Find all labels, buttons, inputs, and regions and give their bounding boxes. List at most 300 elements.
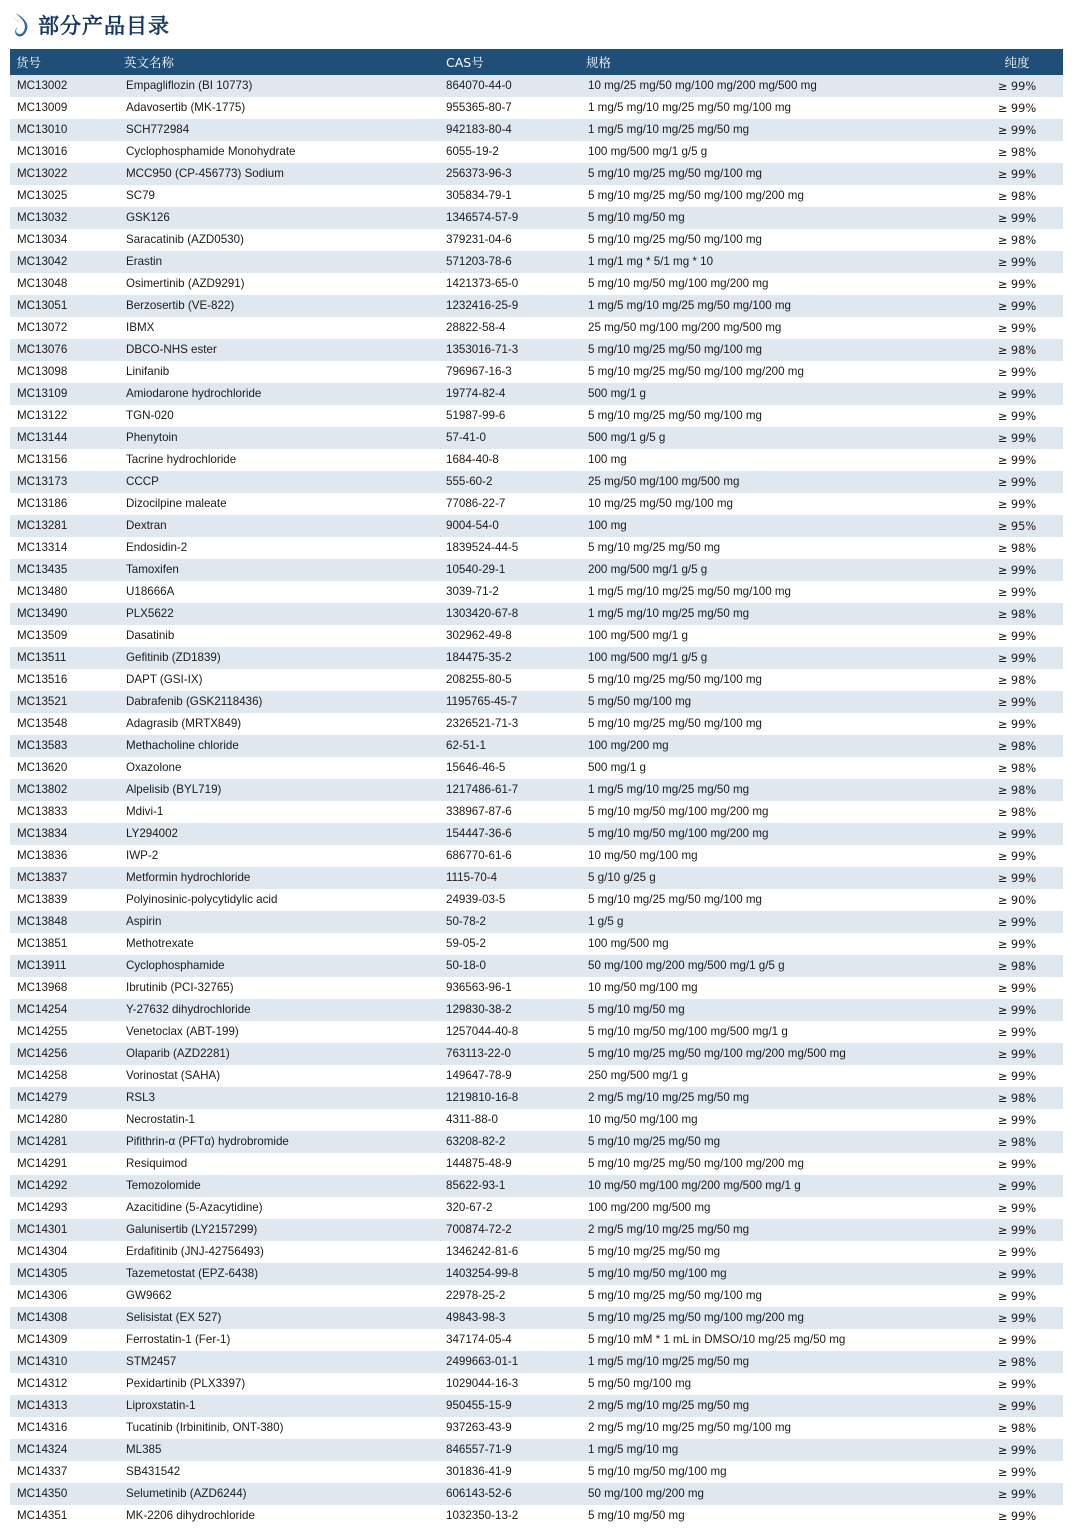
table-row: [10, 1197, 1063, 1219]
table-row: [10, 1109, 1063, 1131]
cell-purity: ≥ 99%: [971, 977, 1063, 999]
cell-english-name: Dasatinib: [118, 625, 440, 647]
cell-english-name: Phenytoin: [118, 427, 440, 449]
cell-purity: ≥ 99%: [971, 1153, 1063, 1175]
cell-catalog-no: MC13098: [10, 361, 118, 383]
cell-spec: 5 mg/10 mg/25 mg/50 mg: [580, 1241, 971, 1263]
table-row: [10, 1065, 1063, 1087]
cell-purity: ≥ 99%: [971, 383, 1063, 405]
cell-cas-no: 347174-05-4: [440, 1329, 580, 1351]
cell-catalog-no: MC13620: [10, 757, 118, 779]
cell-english-name: Y-27632 dihydrochloride: [118, 999, 440, 1021]
table-row: [10, 471, 1063, 493]
table-row: [10, 1329, 1063, 1351]
cell-purity: ≥ 99%: [971, 1505, 1063, 1527]
table-row: [10, 1483, 1063, 1505]
table-row: [10, 1131, 1063, 1153]
cell-spec: 100 mg/500 mg/1 g: [580, 625, 971, 647]
cell-purity: ≥ 99%: [971, 1329, 1063, 1351]
cell-spec: 5 mg/10 mg/25 mg/50 mg/100 mg/200 mg: [580, 361, 971, 383]
cell-cas-no: 22978-25-2: [440, 1285, 580, 1307]
cell-purity: ≥ 98%: [971, 1351, 1063, 1373]
cell-spec: 100 mg/500 mg/1 g/5 g: [580, 647, 971, 669]
cell-spec: 5 mg/10 mg/50 mg/100 mg/500 mg/1 g: [580, 1021, 971, 1043]
cell-catalog-no: MC13834: [10, 823, 118, 845]
flask-icon: [12, 12, 30, 38]
cell-catalog-no: MC14316: [10, 1417, 118, 1439]
table-row: [10, 1043, 1063, 1065]
cell-spec: 1 mg/5 mg/10 mg: [580, 1439, 971, 1461]
cell-english-name: IWP-2: [118, 845, 440, 867]
table-row: [10, 1307, 1063, 1329]
cell-cas-no: 301836-41-9: [440, 1461, 580, 1483]
cell-spec: 5 mg/10 mg/50 mg/100 mg/200 mg: [580, 801, 971, 823]
cell-english-name: Selisistat (EX 527): [118, 1307, 440, 1329]
cell-catalog-no: MC14255: [10, 1021, 118, 1043]
column-header-purity: 纯度: [971, 49, 1063, 75]
table-row: [10, 801, 1063, 823]
cell-cas-no: 15646-46-5: [440, 757, 580, 779]
table-row: [10, 955, 1063, 977]
cell-purity: ≥ 99%: [971, 1263, 1063, 1285]
cell-spec: 500 mg/1 g: [580, 383, 971, 405]
table-row: [10, 1263, 1063, 1285]
cell-spec: 1 mg/5 mg/10 mg/25 mg/50 mg/100 mg: [580, 295, 971, 317]
table-row: [10, 317, 1063, 339]
cell-spec: 1 g/5 g: [580, 911, 971, 933]
table-row: [10, 1351, 1063, 1373]
cell-cas-no: 1219810-16-8: [440, 1087, 580, 1109]
cell-cas-no: 6055-19-2: [440, 141, 580, 163]
cell-spec: 500 mg/1 g/5 g: [580, 427, 971, 449]
cell-cas-no: 3039-71-2: [440, 581, 580, 603]
cell-purity: ≥ 98%: [971, 141, 1063, 163]
cell-catalog-no: MC14292: [10, 1175, 118, 1197]
cell-catalog-no: MC13122: [10, 405, 118, 427]
table-row: [10, 1087, 1063, 1109]
cell-purity: ≥ 98%: [971, 1087, 1063, 1109]
cell-cas-no: 555-60-2: [440, 471, 580, 493]
cell-catalog-no: MC13048: [10, 273, 118, 295]
cell-cas-no: 51987-99-6: [440, 405, 580, 427]
cell-catalog-no: MC13016: [10, 141, 118, 163]
table-row: [10, 273, 1063, 295]
cell-cas-no: 955365-80-7: [440, 97, 580, 119]
cell-catalog-no: MC13314: [10, 537, 118, 559]
cell-purity: ≥ 99%: [971, 999, 1063, 1021]
cell-spec: 5 mg/10 mg/25 mg/50 mg/100 mg: [580, 163, 971, 185]
cell-spec: 100 mg: [580, 515, 971, 537]
page-title: [10, 8, 1063, 49]
cell-purity: ≥ 99%: [971, 581, 1063, 603]
cell-english-name: U18666A: [118, 581, 440, 603]
cell-purity: ≥ 99%: [971, 625, 1063, 647]
table-row: [10, 779, 1063, 801]
cell-cas-no: 62-51-1: [440, 735, 580, 757]
cell-cas-no: 950455-15-9: [440, 1395, 580, 1417]
table-row: [10, 669, 1063, 691]
cell-catalog-no: MC13548: [10, 713, 118, 735]
cell-catalog-no: MC14258: [10, 1065, 118, 1087]
cell-spec: 10 mg/50 mg/100 mg/200 mg/500 mg/1 g: [580, 1175, 971, 1197]
cell-english-name: Methacholine chloride: [118, 735, 440, 757]
cell-catalog-no: MC13911: [10, 955, 118, 977]
cell-cas-no: 796967-16-3: [440, 361, 580, 383]
cell-english-name: Adavosertib (MK-1775): [118, 97, 440, 119]
table-row: [10, 493, 1063, 515]
cell-purity: ≥ 99%: [971, 911, 1063, 933]
table-row: [10, 911, 1063, 933]
table-row: [10, 1505, 1063, 1527]
cell-cas-no: 1257044-40-8: [440, 1021, 580, 1043]
cell-cas-no: 144875-48-9: [440, 1153, 580, 1175]
cell-purity: ≥ 99%: [971, 1065, 1063, 1087]
cell-english-name: GW9662: [118, 1285, 440, 1307]
cell-english-name: Methotrexate: [118, 933, 440, 955]
cell-spec: 5 g/10 g/25 g: [580, 867, 971, 889]
cell-purity: ≥ 99%: [971, 647, 1063, 669]
cell-catalog-no: MC13025: [10, 185, 118, 207]
table-row: [10, 1021, 1063, 1043]
cell-catalog-no: MC13173: [10, 471, 118, 493]
column-header-spec: 规格: [580, 49, 971, 75]
table-row: [10, 1285, 1063, 1307]
cell-english-name: Tucatinib (Irbinitinib, ONT-380): [118, 1417, 440, 1439]
cell-cas-no: 379231-04-6: [440, 229, 580, 251]
cell-purity: ≥ 98%: [971, 1417, 1063, 1439]
cell-catalog-no: MC13839: [10, 889, 118, 911]
cell-cas-no: 1115-70-4: [440, 867, 580, 889]
cell-spec: 5 mg/50 mg/100 mg: [580, 691, 971, 713]
table-row: [10, 823, 1063, 845]
table-row: [10, 713, 1063, 735]
cell-catalog-no: MC13034: [10, 229, 118, 251]
cell-english-name: IBMX: [118, 317, 440, 339]
table-row: [10, 75, 1063, 97]
cell-spec: 5 mg/10 mg/25 mg/50 mg/100 mg: [580, 339, 971, 361]
cell-cas-no: 28822-58-4: [440, 317, 580, 339]
cell-english-name: Erastin: [118, 251, 440, 273]
cell-catalog-no: MC13509: [10, 625, 118, 647]
cell-cas-no: 10540-29-1: [440, 559, 580, 581]
cell-cas-no: 1346242-81-6: [440, 1241, 580, 1263]
cell-english-name: Gefitinib (ZD1839): [118, 647, 440, 669]
cell-english-name: Tacrine hydrochloride: [118, 449, 440, 471]
cell-english-name: Berzosertib (VE-822): [118, 295, 440, 317]
cell-english-name: Venetoclax (ABT-199): [118, 1021, 440, 1043]
cell-spec: 50 mg/100 mg/200 mg: [580, 1483, 971, 1505]
cell-english-name: PLX5622: [118, 603, 440, 625]
cell-english-name: SCH772984: [118, 119, 440, 141]
cell-cas-no: 59-05-2: [440, 933, 580, 955]
cell-purity: ≥ 99%: [971, 1175, 1063, 1197]
cell-cas-no: 937263-43-9: [440, 1417, 580, 1439]
cell-cas-no: 302962-49-8: [440, 625, 580, 647]
cell-cas-no: 936563-96-1: [440, 977, 580, 999]
cell-catalog-no: MC13851: [10, 933, 118, 955]
cell-catalog-no: MC14256: [10, 1043, 118, 1065]
cell-purity: ≥ 99%: [971, 1021, 1063, 1043]
cell-spec: 5 mg/10 mg/25 mg/50 mg/100 mg: [580, 229, 971, 251]
cell-english-name: Linifanib: [118, 361, 440, 383]
cell-english-name: Mdivi-1: [118, 801, 440, 823]
cell-spec: 5 mg/10 mg/50 mg/100 mg/200 mg: [580, 273, 971, 295]
cell-spec: 1 mg/5 mg/10 mg/25 mg/50 mg: [580, 603, 971, 625]
cell-cas-no: 686770-61-6: [440, 845, 580, 867]
cell-cas-no: 571203-78-6: [440, 251, 580, 273]
cell-english-name: Oxazolone: [118, 757, 440, 779]
cell-purity: ≥ 99%: [971, 1197, 1063, 1219]
cell-purity: ≥ 99%: [971, 119, 1063, 141]
cell-english-name: Amiodarone hydrochloride: [118, 383, 440, 405]
cell-spec: 5 mg/10 mg/50 mg/100 mg/200 mg: [580, 823, 971, 845]
cell-cas-no: 1029044-16-3: [440, 1373, 580, 1395]
cell-purity: ≥ 99%: [971, 867, 1063, 889]
table-row: [10, 977, 1063, 999]
cell-catalog-no: MC14291: [10, 1153, 118, 1175]
cell-english-name: Pifithrin-α (PFTα) hydrobromide: [118, 1131, 440, 1153]
table-row: [10, 251, 1063, 273]
table-row: [10, 1175, 1063, 1197]
cell-catalog-no: MC13186: [10, 493, 118, 515]
cell-english-name: TGN-020: [118, 405, 440, 427]
cell-catalog-no: MC13002: [10, 75, 118, 97]
cell-cas-no: 63208-82-2: [440, 1131, 580, 1153]
table-row: [10, 515, 1063, 537]
table-row: [10, 581, 1063, 603]
table-row: [10, 625, 1063, 647]
cell-cas-no: 57-41-0: [440, 427, 580, 449]
cell-cas-no: 49843-98-3: [440, 1307, 580, 1329]
cell-catalog-no: MC13144: [10, 427, 118, 449]
cell-spec: 10 mg/50 mg/100 mg: [580, 1109, 971, 1131]
cell-purity: ≥ 99%: [971, 471, 1063, 493]
table-row: [10, 889, 1063, 911]
cell-cas-no: 2326521-71-3: [440, 713, 580, 735]
cell-cas-no: 154447-36-6: [440, 823, 580, 845]
cell-purity: ≥ 99%: [971, 1043, 1063, 1065]
cell-english-name: Vorinostat (SAHA): [118, 1065, 440, 1087]
cell-english-name: Liproxstatin-1: [118, 1395, 440, 1417]
cell-purity: ≥ 99%: [971, 75, 1063, 97]
cell-english-name: MK-2206 dihydrochloride: [118, 1505, 440, 1527]
cell-english-name: Temozolomide: [118, 1175, 440, 1197]
cell-english-name: SC79: [118, 185, 440, 207]
cell-spec: 5 mg/10 mg/25 mg/50 mg/100 mg: [580, 889, 971, 911]
cell-cas-no: 208255-80-5: [440, 669, 580, 691]
cell-catalog-no: MC13042: [10, 251, 118, 273]
cell-english-name: Polyinosinic-polycytidylic acid: [118, 889, 440, 911]
cell-catalog-no: MC13583: [10, 735, 118, 757]
cell-cas-no: 1232416-25-9: [440, 295, 580, 317]
cell-spec: 200 mg/500 mg/1 g/5 g: [580, 559, 971, 581]
cell-purity: ≥ 99%: [971, 449, 1063, 471]
cell-english-name: RSL3: [118, 1087, 440, 1109]
cell-spec: 5 mg/10 mg/25 mg/50 mg: [580, 1131, 971, 1153]
column-header-english-name: 英文名称: [118, 49, 440, 75]
table-row: [10, 1373, 1063, 1395]
cell-cas-no: 320-67-2: [440, 1197, 580, 1219]
cell-english-name: Dizocilpine maleate: [118, 493, 440, 515]
table-row: [10, 933, 1063, 955]
cell-english-name: Dabrafenib (GSK2118436): [118, 691, 440, 713]
cell-spec: 100 mg/200 mg/500 mg: [580, 1197, 971, 1219]
cell-english-name: LY294002: [118, 823, 440, 845]
cell-english-name: Selumetinib (AZD6244): [118, 1483, 440, 1505]
cell-purity: ≥ 98%: [971, 779, 1063, 801]
table-row: [10, 1219, 1063, 1241]
cell-english-name: Necrostatin-1: [118, 1109, 440, 1131]
table-header: [10, 49, 1063, 75]
table-row: [10, 163, 1063, 185]
cell-catalog-no: MC13511: [10, 647, 118, 669]
table-row: [10, 295, 1063, 317]
cell-english-name: SB431542: [118, 1461, 440, 1483]
cell-catalog-no: MC14280: [10, 1109, 118, 1131]
cell-cas-no: 24939-03-5: [440, 889, 580, 911]
cell-catalog-no: MC14279: [10, 1087, 118, 1109]
table-row: [10, 1461, 1063, 1483]
cell-english-name: GSK126: [118, 207, 440, 229]
cell-purity: ≥ 99%: [971, 1285, 1063, 1307]
table-row: [10, 339, 1063, 361]
cell-spec: 100 mg/500 mg/1 g/5 g: [580, 141, 971, 163]
cell-english-name: Olaparib (AZD2281): [118, 1043, 440, 1065]
cell-purity: ≥ 99%: [971, 97, 1063, 119]
cell-cas-no: 50-78-2: [440, 911, 580, 933]
table-row: [10, 757, 1063, 779]
cell-spec: 50 mg/100 mg/200 mg/500 mg/1 g/5 g: [580, 955, 971, 977]
cell-purity: ≥ 98%: [971, 339, 1063, 361]
cell-catalog-no: MC14350: [10, 1483, 118, 1505]
cell-english-name: Erdafitinib (JNJ-42756493): [118, 1241, 440, 1263]
cell-cas-no: 700874-72-2: [440, 1219, 580, 1241]
cell-spec: 2 mg/5 mg/10 mg/25 mg/50 mg: [580, 1087, 971, 1109]
cell-spec: 5 mg/10 mg/25 mg/50 mg/100 mg: [580, 1285, 971, 1307]
cell-catalog-no: MC13516: [10, 669, 118, 691]
cell-spec: 5 mg/10 mg/25 mg/50 mg/100 mg/200 mg/500 mg: [580, 1043, 971, 1065]
cell-purity: ≥ 99%: [971, 251, 1063, 273]
cell-english-name: Tazemetostat (EPZ-6438): [118, 1263, 440, 1285]
table-row: [10, 1439, 1063, 1461]
table-row: [10, 1417, 1063, 1439]
column-header-cas-no: CAS号: [440, 49, 580, 75]
cell-spec: 5 mg/10 mg/50 mg: [580, 999, 971, 1021]
cell-spec: 5 mg/10 mg/25 mg/50 mg/100 mg: [580, 713, 971, 735]
cell-catalog-no: MC14301: [10, 1219, 118, 1241]
cell-english-name: Tamoxifen: [118, 559, 440, 581]
table-header-row: [10, 49, 1063, 75]
cell-purity: ≥ 99%: [971, 405, 1063, 427]
cell-catalog-no: MC14304: [10, 1241, 118, 1263]
cell-cas-no: 1217486-61-7: [440, 779, 580, 801]
cell-purity: ≥ 99%: [971, 1219, 1063, 1241]
cell-purity: ≥ 98%: [971, 801, 1063, 823]
cell-purity: ≥ 90%: [971, 889, 1063, 911]
cell-spec: 2 mg/5 mg/10 mg/25 mg/50 mg/100 mg: [580, 1417, 971, 1439]
cell-purity: ≥ 99%: [971, 1241, 1063, 1263]
cell-spec: 1 mg/5 mg/10 mg/25 mg/50 mg: [580, 119, 971, 141]
table-row: [10, 559, 1063, 581]
cell-cas-no: 606143-52-6: [440, 1483, 580, 1505]
cell-catalog-no: MC13802: [10, 779, 118, 801]
cell-english-name: Azacitidine (5-Azacytidine): [118, 1197, 440, 1219]
cell-catalog-no: MC13480: [10, 581, 118, 603]
cell-cas-no: 50-18-0: [440, 955, 580, 977]
cell-purity: ≥ 99%: [971, 1373, 1063, 1395]
cell-purity: ≥ 99%: [971, 691, 1063, 713]
cell-spec: 5 mg/10 mg/25 mg/50 mg/100 mg: [580, 669, 971, 691]
cell-spec: 5 mg/10 mg/25 mg/50 mg/100 mg/200 mg: [580, 1307, 971, 1329]
cell-purity: ≥ 98%: [971, 757, 1063, 779]
table-row: [10, 229, 1063, 251]
cell-catalog-no: MC13156: [10, 449, 118, 471]
cell-catalog-no: MC14309: [10, 1329, 118, 1351]
cell-english-name: Ferrostatin-1 (Fer-1): [118, 1329, 440, 1351]
table-row: [10, 845, 1063, 867]
cell-english-name: Dextran: [118, 515, 440, 537]
cell-english-name: Alpelisib (BYL719): [118, 779, 440, 801]
cell-spec: 10 mg/25 mg/50 mg/100 mg: [580, 493, 971, 515]
cell-catalog-no: MC13010: [10, 119, 118, 141]
cell-spec: 5 mg/10 mg/25 mg/50 mg/100 mg/200 mg: [580, 1153, 971, 1175]
cell-cas-no: 864070-44-0: [440, 75, 580, 97]
cell-english-name: Resiquimod: [118, 1153, 440, 1175]
cell-cas-no: 184475-35-2: [440, 647, 580, 669]
column-header-catalog-no: 货号: [10, 49, 118, 75]
table-row: [10, 119, 1063, 141]
table-row: [10, 603, 1063, 625]
cell-cas-no: 77086-22-7: [440, 493, 580, 515]
cell-purity: ≥ 99%: [971, 1483, 1063, 1505]
cell-cas-no: 1303420-67-8: [440, 603, 580, 625]
cell-catalog-no: MC13836: [10, 845, 118, 867]
cell-english-name: STM2457: [118, 1351, 440, 1373]
table-row: [10, 405, 1063, 427]
cell-cas-no: 1353016-71-3: [440, 339, 580, 361]
cell-catalog-no: MC13009: [10, 97, 118, 119]
cell-english-name: Empagliflozin (BI 10773): [118, 75, 440, 97]
cell-purity: ≥ 99%: [971, 559, 1063, 581]
cell-cas-no: 256373-96-3: [440, 163, 580, 185]
cell-cas-no: 1839524-44-5: [440, 537, 580, 559]
cell-spec: 10 mg/50 mg/100 mg: [580, 845, 971, 867]
cell-spec: 25 mg/50 mg/100 mg/500 mg: [580, 471, 971, 493]
cell-catalog-no: MC14324: [10, 1439, 118, 1461]
table-row: [10, 647, 1063, 669]
cell-cas-no: 846557-71-9: [440, 1439, 580, 1461]
cell-cas-no: 1032350-13-2: [440, 1505, 580, 1527]
cell-catalog-no: MC13848: [10, 911, 118, 933]
cell-purity: ≥ 99%: [971, 1109, 1063, 1131]
cell-cas-no: 763113-22-0: [440, 1043, 580, 1065]
cell-spec: 100 mg/500 mg: [580, 933, 971, 955]
cell-cas-no: 19774-82-4: [440, 383, 580, 405]
cell-purity: ≥ 99%: [971, 1461, 1063, 1483]
cell-spec: 5 mg/10 mg/25 mg/50 mg/100 mg: [580, 405, 971, 427]
cell-cas-no: 942183-80-4: [440, 119, 580, 141]
table-body: [10, 75, 1063, 1527]
cell-catalog-no: MC14281: [10, 1131, 118, 1153]
cell-spec: 1 mg/5 mg/10 mg/25 mg/50 mg: [580, 779, 971, 801]
cell-catalog-no: MC13022: [10, 163, 118, 185]
cell-english-name: Galunisertib (LY2157299): [118, 1219, 440, 1241]
cell-catalog-no: MC14351: [10, 1505, 118, 1527]
table-row: [10, 1153, 1063, 1175]
cell-purity: ≥ 99%: [971, 713, 1063, 735]
cell-english-name: Metformin hydrochloride: [118, 867, 440, 889]
cell-cas-no: 305834-79-1: [440, 185, 580, 207]
